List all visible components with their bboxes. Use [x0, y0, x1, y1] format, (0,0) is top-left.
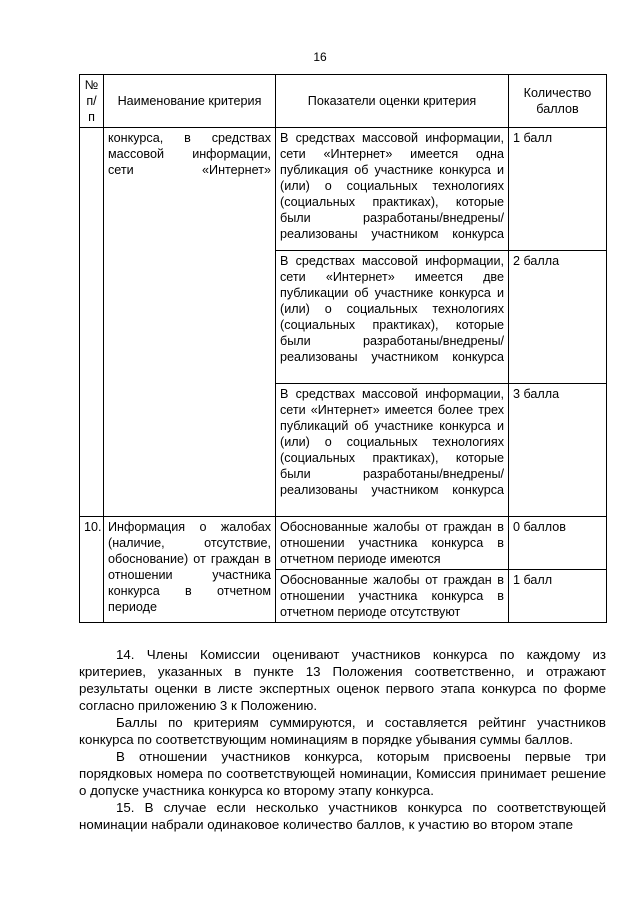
table-header-row: [80, 75, 607, 128]
cell-indicator: Обоснованные жалобы от граждан в отношении участника конкурса в отчетном периоде отсутствуют: [276, 570, 509, 623]
cell-number: [80, 128, 104, 517]
header-indicators: Показатели оценки критерия: [276, 75, 509, 128]
cell-points: 1 балл: [509, 128, 607, 251]
cell-indicator: Обоснованные жалобы от граждан в отношении участника конкурса в отчетном периоде имеются: [276, 517, 509, 570]
cell-number: 10.: [80, 517, 104, 623]
cell-criterion-name: Информация о жалобах (наличие, отсутствие, обоснование) от граждан в отношении участника конкурса в отчетном периоде: [104, 517, 276, 623]
paragraph-admission-decision: В отношении участников конкурса, которым присвоены первые три порядковых номера по соответствующей номинации, Комиссия принимает решение о допуске участника конкурса ко второму этапу конкурса.: [79, 749, 606, 798]
page-number: 16: [313, 50, 327, 64]
table-row: [80, 128, 607, 251]
cell-indicator: В средствах массовой информации, сети «Интернет» имеется две публикации об участнике конкурса и (или) о социальных технологиях (социальных практиках), которые были разработаны/внедрены/ реализованы участником конкурса: [276, 251, 509, 384]
header-points: Количество баллов: [509, 75, 607, 128]
header-number: № п/п: [80, 75, 104, 128]
cell-points: 2 балла: [509, 251, 607, 384]
cell-criterion-name: конкурса, в средствах массовой информации, сети «Интернет»: [104, 128, 276, 517]
cell-points: 1 балл: [509, 570, 607, 623]
table-row: [80, 517, 607, 570]
cell-points: 0 баллов: [509, 517, 607, 570]
header-criterion-name: Наименование критерия: [104, 75, 276, 128]
cell-points: 3 балла: [509, 384, 607, 517]
cell-indicator: В средствах массовой информации, сети «Интернет» имеется одна публикация об участнике конкурса и (или) о социальных технологиях (социальных практиках), которые были разработаны/внедрены/ реализованы участником конкурса: [276, 128, 509, 251]
criteria-table: [79, 74, 607, 623]
paragraph-15: 15. В случае если несколько участников конкурса по соответствующей номинации набрали одинаковое количество баллов, к участию во втором этапе: [79, 800, 606, 832]
paragraph-14: 14. Члены Комиссии оценивают участников конкурса по каждому из критериев, указанных в пункте 13 Положения соответственно, и отражают результаты оценки в листе экспертных оценок первого этапа конкурса по форме согласно приложению 3 к Положению.: [79, 647, 606, 713]
paragraph-scores-summed: Баллы по критериям суммируются, и составляется рейтинг участников конкурса по соответствующим номинациям в порядке убывания суммы баллов.: [79, 715, 606, 747]
cell-indicator: В средствах массовой информации, сети «Интернет» имеется более трех публикаций об участнике конкурса и (или) о социальных технологиях (социальных практиках), которые были разработаны/внедрены/ реализованы участником конкурса: [276, 384, 509, 517]
